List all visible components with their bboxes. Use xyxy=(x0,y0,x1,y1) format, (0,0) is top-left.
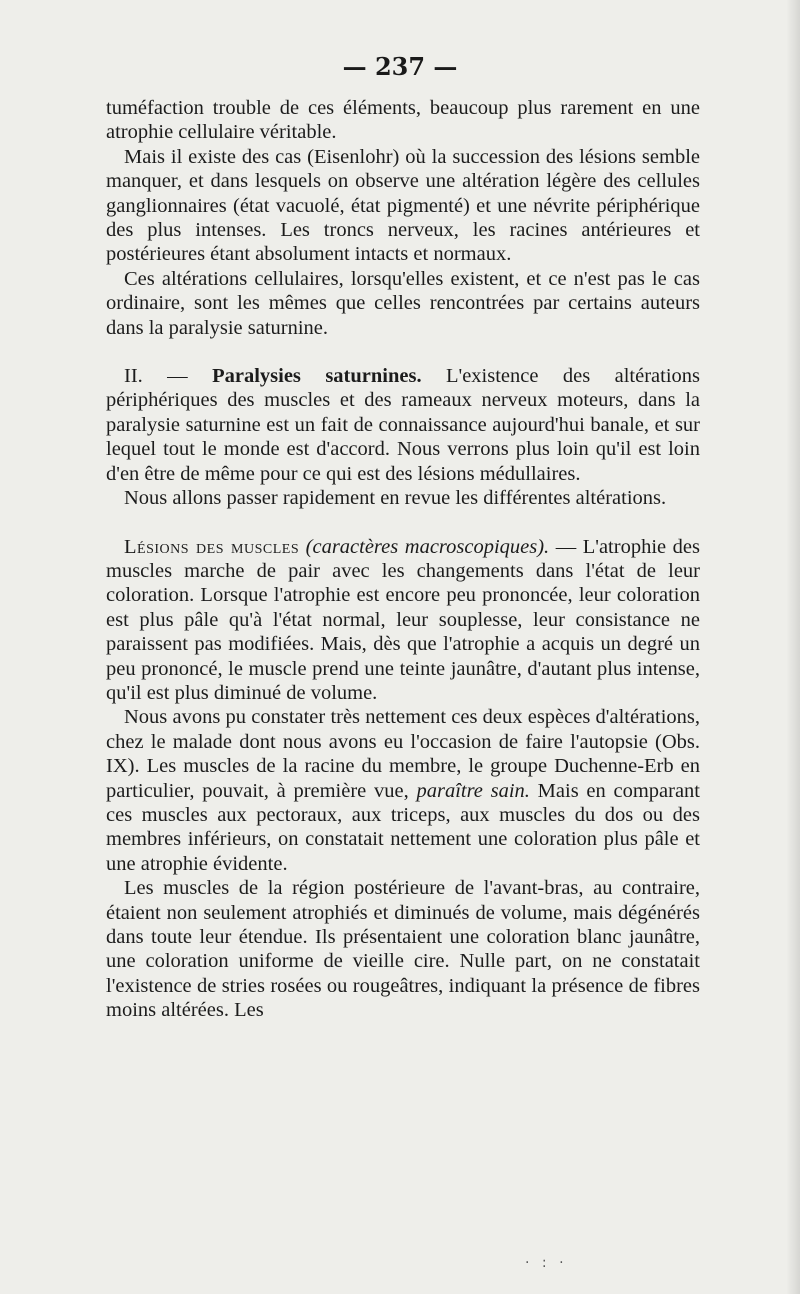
paragraph-4-text: L'existence des altérations périphériques des muscles et des rameaux nerveux moteurs, dans la paralysie saturnine est un fait de connaissance aujourd'hui banale, et sur lequel tout le monde est d'accord. Nous verrons plus loin qu'il est loin d'en être de même pour ce qui est des lésions médullaires. xyxy=(106,365,700,485)
spacer xyxy=(106,340,700,364)
paragraph-7-italic: paraître sain. xyxy=(416,779,530,802)
paragraph-7 xyxy=(106,705,700,876)
paragraph-4-section-lead xyxy=(106,364,700,486)
footer-marks: · : · xyxy=(525,1255,568,1271)
paragraph-1: tuméfaction trouble de ces éléments, beaucoup plus rarement en une atrophie cellulaire véritable. xyxy=(106,97,700,144)
paragraph-6-text: — L'atrophie des muscles marche de pair avec les changements dans l'état de leur coloration. Lorsque l'atrophie est encore peu prononcée, leur coloration est plus pâle qu'à l'état normal, leur souplesse, leur consistance ne paraissent pas modifiées. Mais, dès que l'atrophie a acquis un degré un peu prononcé, le muscle prend une teinte jaunâtre, d'autant plus intense, qu'il est plus diminué de volume. xyxy=(106,535,700,704)
section-number: II. — xyxy=(124,365,188,388)
section-title: Paralysies saturnines. xyxy=(212,365,422,388)
page-edge-shadow xyxy=(786,0,800,1294)
paragraph-7-part-a: Nous avons pu constater très nettement ces deux espèces d'altérations, chez le malade dont nous avons eu l'occasion de faire l'autopsie (Obs. IX). Les muscles de la racine du membre, le groupe Duchenne-Erb en particulier, pouvait, à première vue, xyxy=(106,706,700,802)
page-number: — 237 — xyxy=(342,52,458,81)
paragraph-7-part-b: Mais en comparant ces muscles aux pectoraux, aux triceps, aux muscles du dos ou des membres inférieurs, on constatait nettement une coloration plus pâle et une atrophie évidente. xyxy=(106,779,700,875)
body-text xyxy=(106,96,700,1023)
subsection-italic: (caractères macroscopiques). xyxy=(305,535,550,558)
paragraph-6 xyxy=(106,535,700,706)
paragraph-2: Mais il existe des cas (Eisenlohr) où la succession des lésions semble manquer, et dans lesquels on observe une altération légère des cellules ganglionnaires (état vacuolé, état pigmenté) et une névrite périphérique des plus intenses. Les troncs nerveux, les racines antérieures et postérieures étant absolument intacts et normaux. xyxy=(106,145,700,266)
subsection-heading: Lésions des muscles xyxy=(124,535,300,558)
paragraph-5: Nous allons passer rapidement en revue les différentes altérations. xyxy=(124,487,667,510)
paragraph-8: Les muscles de la région postérieure de l'avant-bras, au contraire, étaient non seulement atrophiés et diminués de volume, mais dégénérés dans toute leur étendue. Ils présentaient une coloration blanc jaunâtre, une coloration uniforme de vieille cire. Nulle part, on ne constatait l'existence de stries rosées ou rougeâtres, indiquant la présence de fibres moins altérées. Les xyxy=(106,877,700,1022)
paragraph-3: Ces altérations cellulaires, lorsqu'elles existent, et ce n'est pas le cas ordinaire, sont les mêmes que celles rencontrées par certains auteurs dans la paralysie saturnine. xyxy=(106,267,700,339)
spacer xyxy=(106,511,700,535)
